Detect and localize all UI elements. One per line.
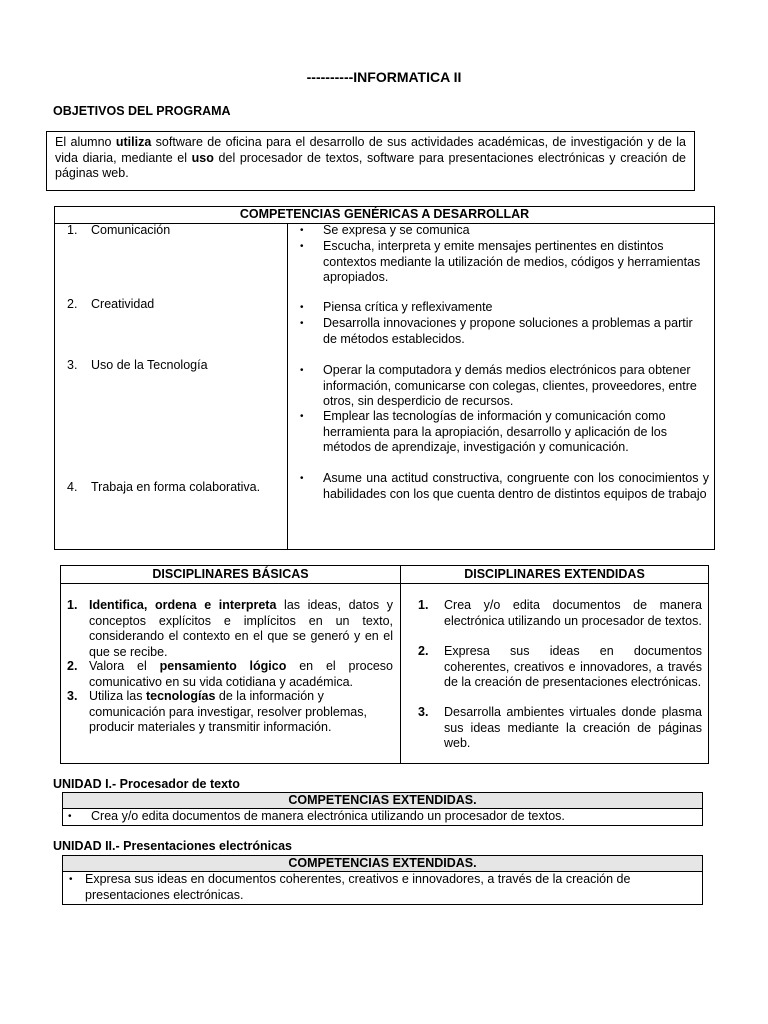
objective-text: software de oficina para el desarrollo de sus actividades académicas, de investigación y de la vida diaria, mediante el — [55, 135, 687, 165]
disciplinares-table — [60, 565, 709, 764]
competency-item — [67, 480, 260, 496]
item-bold: tecnologías — [145, 689, 216, 703]
unidad-competencias-body — [62, 809, 703, 826]
objective-bold: uso — [191, 150, 214, 165]
bullet-text: Desarrolla innovaciones y propone soluciones a problemas a partir de métodos establecidos. — [323, 316, 693, 346]
item-text: Utiliza las — [89, 689, 146, 703]
item-bold: Identifica, ordena e interpreta — [89, 598, 277, 612]
basicas-header: DISCIPLINARES BÁSICAS — [61, 566, 400, 584]
unidad-title: UNIDAD II.- Presentaciones electrónicas — [53, 839, 292, 853]
competency-item — [67, 358, 208, 374]
item-text: en el proceso comunicativo en su vida cotidiana y académica. — [89, 659, 393, 689]
bullet-icon: • — [300, 473, 304, 484]
bullet-icon: • — [300, 302, 304, 313]
item-number: 3. — [418, 705, 429, 719]
document-title: ----------INFORMATICA II — [306, 69, 462, 85]
item-number: 1. — [418, 598, 429, 612]
item-text: de la información y comunicación para investigar, resolver problemas, producir materiales y transmitir información. — [89, 689, 367, 734]
unidad-competencias-header: COMPETENCIAS EXTENDIDAS. — [62, 792, 703, 809]
item-number: 2. — [67, 659, 78, 673]
bullet-text: Piensa crítica y reflexivamente — [323, 300, 493, 314]
item-name: Comunicación — [91, 223, 171, 237]
item-number: 1. — [67, 598, 78, 612]
competency-item — [67, 223, 170, 239]
unidad-competencias-body — [62, 872, 703, 905]
bullet-icon: • — [69, 874, 73, 885]
item-text: Valora el — [89, 659, 160, 673]
item-number: 4. — [67, 480, 78, 494]
unidad-competencias-header: COMPETENCIAS EXTENDIDAS. — [62, 855, 703, 872]
column-divider — [287, 223, 288, 549]
unidad-title: UNIDAD I.- Procesador de texto — [53, 777, 240, 791]
item-number: 3. — [67, 689, 78, 703]
item-bold: pensamiento lógico — [159, 659, 287, 673]
bullet-text: Expresa sus ideas en documentos coherentes, creativos e innovadores, a través de la creación de presentaciones electrónicas. — [85, 872, 631, 902]
bullet-text: Emplear las tecnologías de información y comunicación como herramienta para la apropiación, desarrollo y aplicación de los métodos de aprendizaje, investigación y comunicación. — [323, 409, 667, 454]
item-number: 2. — [67, 297, 78, 311]
item-text: Crea y/o edita documentos de manera electrónica utilizando un procesador de textos. — [444, 598, 702, 628]
item-name: Creatividad — [91, 297, 155, 311]
objective-text: del procesador de textos, software para presentaciones electrónicas y creación de páginas web. — [55, 150, 686, 180]
competency-item — [67, 297, 154, 313]
bullet-text: Crea y/o edita documentos de manera electrónica utilizando un procesador de textos. — [91, 809, 565, 823]
bullet-icon: • — [68, 811, 72, 822]
bullet-icon: • — [300, 365, 304, 376]
bullet-icon: • — [300, 225, 304, 236]
objective-bold: utiliza — [115, 135, 152, 149]
bullet-icon: • — [300, 411, 304, 422]
bullet-text: Se expresa y se comunica — [323, 223, 470, 237]
bullet-text: Operar la computadora y demás medios electrónicos para obtener información, comunicarse con colegas, clientes, proveedores, entre otros, sin desperdicio de recursos. — [323, 363, 697, 408]
item-text: Desarrolla ambientes virtuales donde plasma sus ideas mediante la creación de páginas web. — [444, 705, 702, 750]
generic-competencies-table — [54, 206, 715, 550]
item-text: las ideas, datos y conceptos explícitos e implícitos en un texto, considerando el contexto en el que se generó y en el que se recibe. — [89, 598, 394, 659]
item-name: Trabaja en forma colaborativa. — [91, 480, 261, 494]
column-divider — [400, 566, 401, 763]
generic-competencies-header: COMPETENCIAS GENÉRICAS A DESARROLLAR — [55, 207, 714, 224]
objective-text: El alumno — [55, 135, 116, 149]
bullet-icon: • — [300, 318, 304, 329]
bullet-icon: • — [300, 241, 304, 252]
item-number: 2. — [418, 644, 429, 658]
item-number: 3. — [67, 358, 78, 372]
objective-box — [46, 131, 695, 191]
objectives-heading: OBJETIVOS DEL PROGRAMA — [53, 104, 231, 118]
item-text: Expresa sus ideas en documentos coherentes, creativos e innovadores, a través de la creación de presentaciones electrónicas. — [444, 644, 702, 689]
item-name: Uso de la Tecnología — [91, 358, 208, 372]
extendidas-header: DISCIPLINARES EXTENDIDAS — [401, 566, 708, 584]
bullet-text: Escucha, interpreta y emite mensajes pertinentes en distintos contextos mediante la utilización de medios, códigos y herramientas apropiados. — [323, 239, 701, 284]
bullet-text: Asume una actitud constructiva, congruente con los conocimientos y habilidades con los que cuenta dentro de distintos equipos de trabajo — [323, 471, 709, 501]
item-number: 1. — [67, 223, 78, 237]
